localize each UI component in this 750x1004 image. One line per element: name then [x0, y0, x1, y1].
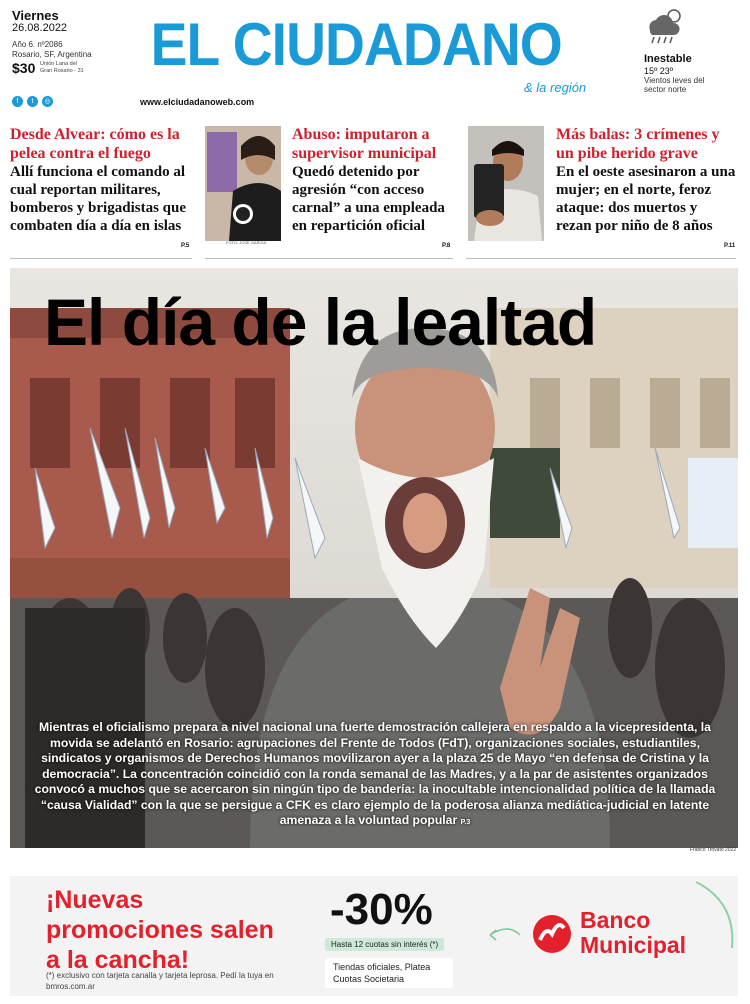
weather-temp: 15º 23º: [644, 66, 674, 76]
teaser-page: P.11: [724, 243, 736, 249]
divider: [205, 258, 453, 259]
price-label: $30: [12, 60, 36, 76]
teaser-title: Abuso: imputaron a supervisor municipal: [292, 126, 437, 162]
arrow-icon: [484, 920, 524, 950]
divider: [10, 258, 192, 259]
bank-name: Banco Municipal: [580, 907, 687, 958]
cloud-rain-icon: [642, 6, 684, 46]
date-label: 26.08.2022: [12, 22, 68, 34]
teaser-page: P.8: [442, 243, 451, 249]
price-note: Unión Lana del Gran Rosario - 31: [40, 61, 84, 74]
ad-title: ¡Nuevas promociones salen a la cancha!: [46, 886, 274, 974]
issue-info: Año 6. nº2086 Rosario, SF, Argentina: [12, 40, 92, 59]
facebook-icon[interactable]: f: [12, 96, 23, 107]
lead-page-ref: P.3: [460, 819, 471, 826]
instagram-icon[interactable]: ◎: [42, 96, 53, 107]
teaser-fire[interactable]: [10, 125, 195, 235]
divider: [466, 258, 736, 259]
ad-installments: Hasta 12 cuotas sin interés (*): [325, 938, 444, 951]
twitter-icon[interactable]: t: [27, 96, 38, 107]
decorative-curve: [690, 880, 736, 950]
ad-fine-print: (*) exclusivo con tarjeta canalla y tarjeta leprosa. Pedí la tuya en bmros.com.ar: [46, 971, 274, 991]
teaser-title: Más balas: 3 crímenes y un pibe herido grave: [556, 126, 720, 162]
weather-condition: Inestable: [644, 53, 692, 65]
social-links: [12, 96, 53, 107]
masthead-logo: EL CIUDADANO: [150, 11, 562, 78]
day-label: Viernes: [12, 8, 59, 23]
photo-credit: Franco Trovato 2022: [690, 847, 737, 853]
ad-shops: Tiendas oficiales, Platea Cuotas Societaria: [325, 958, 453, 988]
teaser-page: P.5: [181, 243, 190, 249]
lead-caption-text: Mientras el oficialismo prepara a nivel nacional una fuerte demostración callejera en respaldo a la vicepresidenta, la movida se adelantó en Rosario: agrupaciones del Frente de Todos (FdT), organizaciones sociales, estudiantiles, sindicatos y organismos de Derechos Humanos movilizaron ayer a la plaza 25 de Mayo “en defensa de Cristina y la democracia”. La concentración coincidió con la ronda semanal de las Madres, y a la par de asistentes organizados convocó a muchos que se acercaron sin ningún tipo de bandería: la inocultable intencionalidad política de la llamada “causa Vialidad” con la que se persigue a CFK es claro ejemplo de la poderosa alianza mediática-judicial en latente amenaza a la voluntad popular: [34, 720, 716, 827]
weather-wind: Vientos leves del sector norte: [644, 76, 705, 94]
teaser-photo: [468, 126, 544, 241]
bank-logo-icon: [532, 914, 572, 954]
teaser-abuse[interactable]: [292, 125, 452, 235]
website-link[interactable]: www.elciudadanoweb.com: [140, 97, 255, 107]
teaser-title: Desde Alvear: cómo es la pelea contra el fuego: [10, 126, 180, 162]
photo-credit: FOTO: JOSE GARCIA: [226, 240, 267, 245]
teaser-body: Quedó detenido por agresión “con acceso carnal” a una empleada en repartición oficial: [292, 164, 445, 234]
ad-discount: -30%: [330, 885, 433, 934]
lead-headline: El día de la lealtad: [44, 285, 597, 359]
teaser-body: Allí funciona el comando al cual reportan militares, bomberos y brigadistas que combaten día a día en islas: [10, 164, 187, 234]
teaser-crimes[interactable]: [556, 125, 736, 235]
lead-caption: [30, 720, 720, 831]
teaser-body: En el oeste asesinaron a una mujer; en el norte, feroz ataque: dos muertos y rezan por niño de 8 años: [556, 164, 736, 234]
masthead-region: & la región: [524, 80, 587, 95]
teaser-photo: [205, 126, 281, 241]
